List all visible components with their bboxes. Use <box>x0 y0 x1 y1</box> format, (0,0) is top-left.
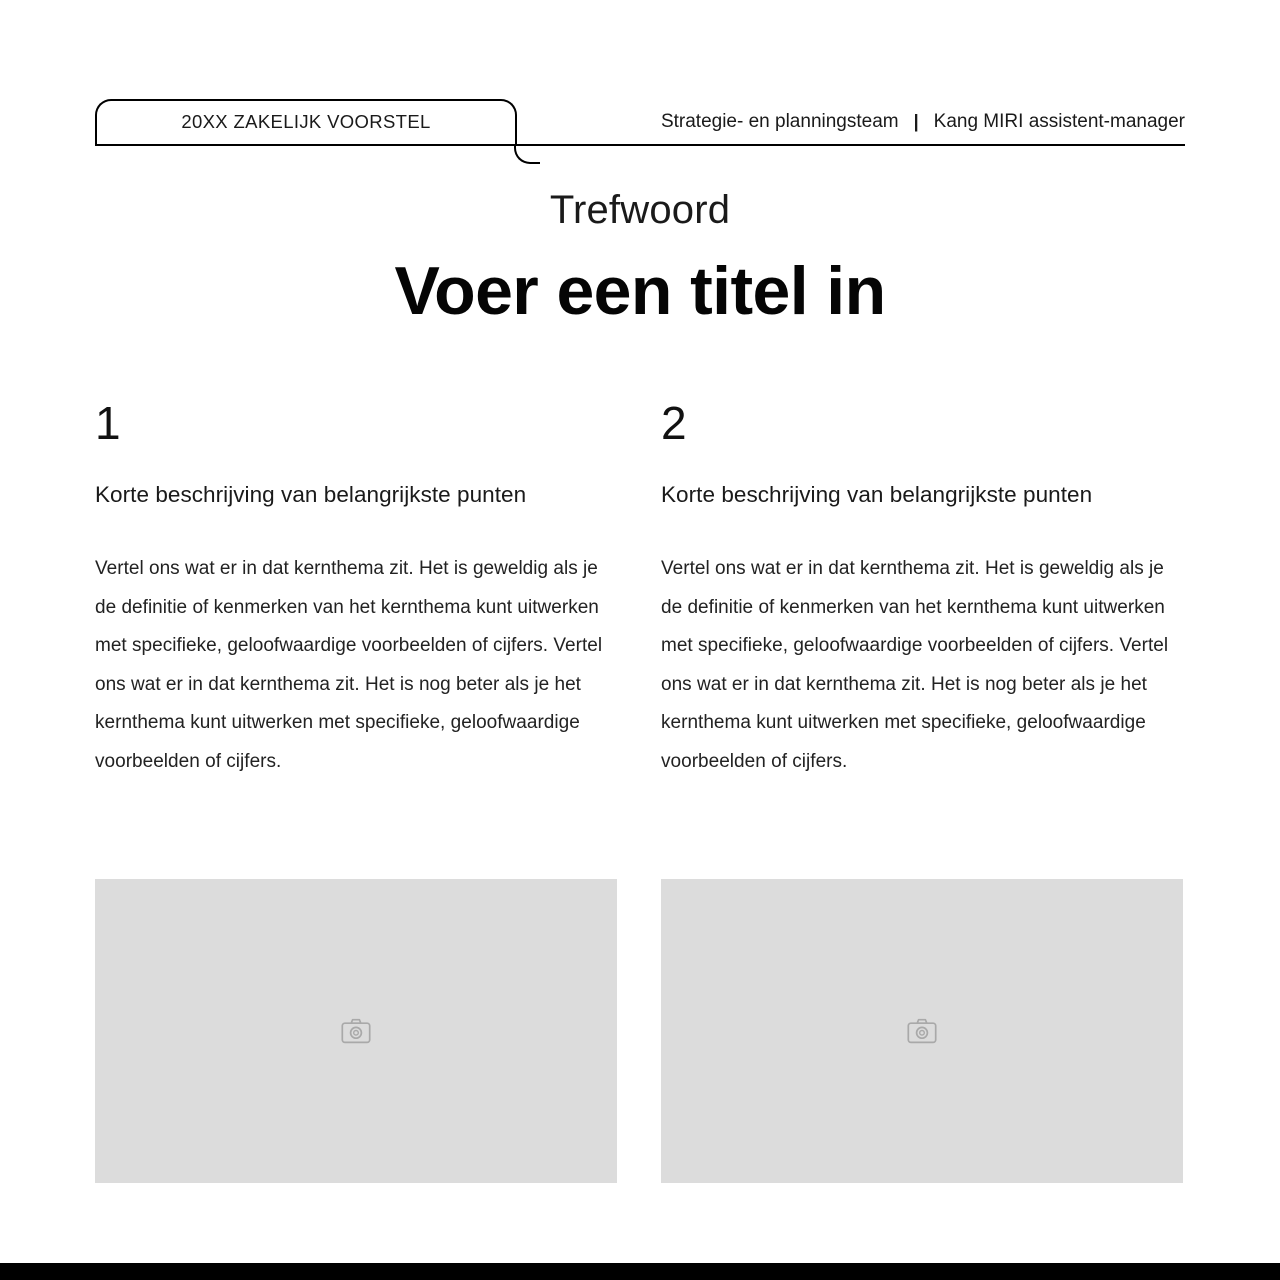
column-1 <box>95 397 617 781</box>
content-columns <box>95 397 1183 781</box>
column-1-number: 1 <box>95 397 121 449</box>
column-2 <box>661 397 1183 781</box>
page-title: Voer een titel in <box>394 253 886 329</box>
header-rule <box>95 144 1185 146</box>
header-person-label: Kang MIRI assistent-manager <box>933 110 1185 132</box>
column-1-heading: Korte beschrijving van belangrijkste punten <box>95 482 527 507</box>
slide-header <box>95 99 1185 147</box>
bottom-bar <box>0 1263 1280 1280</box>
image-placeholder-2[interactable] <box>661 879 1183 1183</box>
header-separator: | <box>913 110 919 132</box>
header-meta <box>661 99 1185 144</box>
image-placeholder-1[interactable] <box>95 879 617 1183</box>
tab-connector <box>514 142 540 164</box>
column-2-number: 2 <box>661 397 687 449</box>
keyword-label: Trefwoord <box>549 188 731 232</box>
header-team-label: Strategie- en planningsteam <box>660 110 899 132</box>
header-tab-label: 20XX ZAKELIJK VOORSTEL <box>181 110 431 132</box>
camera-icon <box>341 1018 371 1044</box>
camera-icon <box>907 1018 937 1044</box>
column-2-heading: Korte beschrijving van belangrijkste punten <box>661 482 1093 507</box>
column-1-body: Vertel ons wat er in dat kernthema zit. Het is geweldig als je de definitie of kenmerken van het kernthema kunt uitwerken met specifieke, geloofwaardige voorbeelden of cijfers. Vertel ons wat er in dat kernthema zit. Het is nog beter als je het kernthema kunt uitwerken met specifieke, geloofwaardige voorbeelden of cijfers. <box>95 558 603 772</box>
column-2-body: Vertel ons wat er in dat kernthema zit. Het is geweldig als je de definitie of kenmerken van het kernthema kunt uitwerken met specifieke, geloofwaardige voorbeelden of cijfers. Vertel ons wat er in dat kernthema zit. Het is nog beter als je het kernthema kunt uitwerken met specifieke, geloofwaardige voorbeelden of cijfers. <box>661 558 1169 772</box>
image-placeholders <box>95 879 1183 1183</box>
